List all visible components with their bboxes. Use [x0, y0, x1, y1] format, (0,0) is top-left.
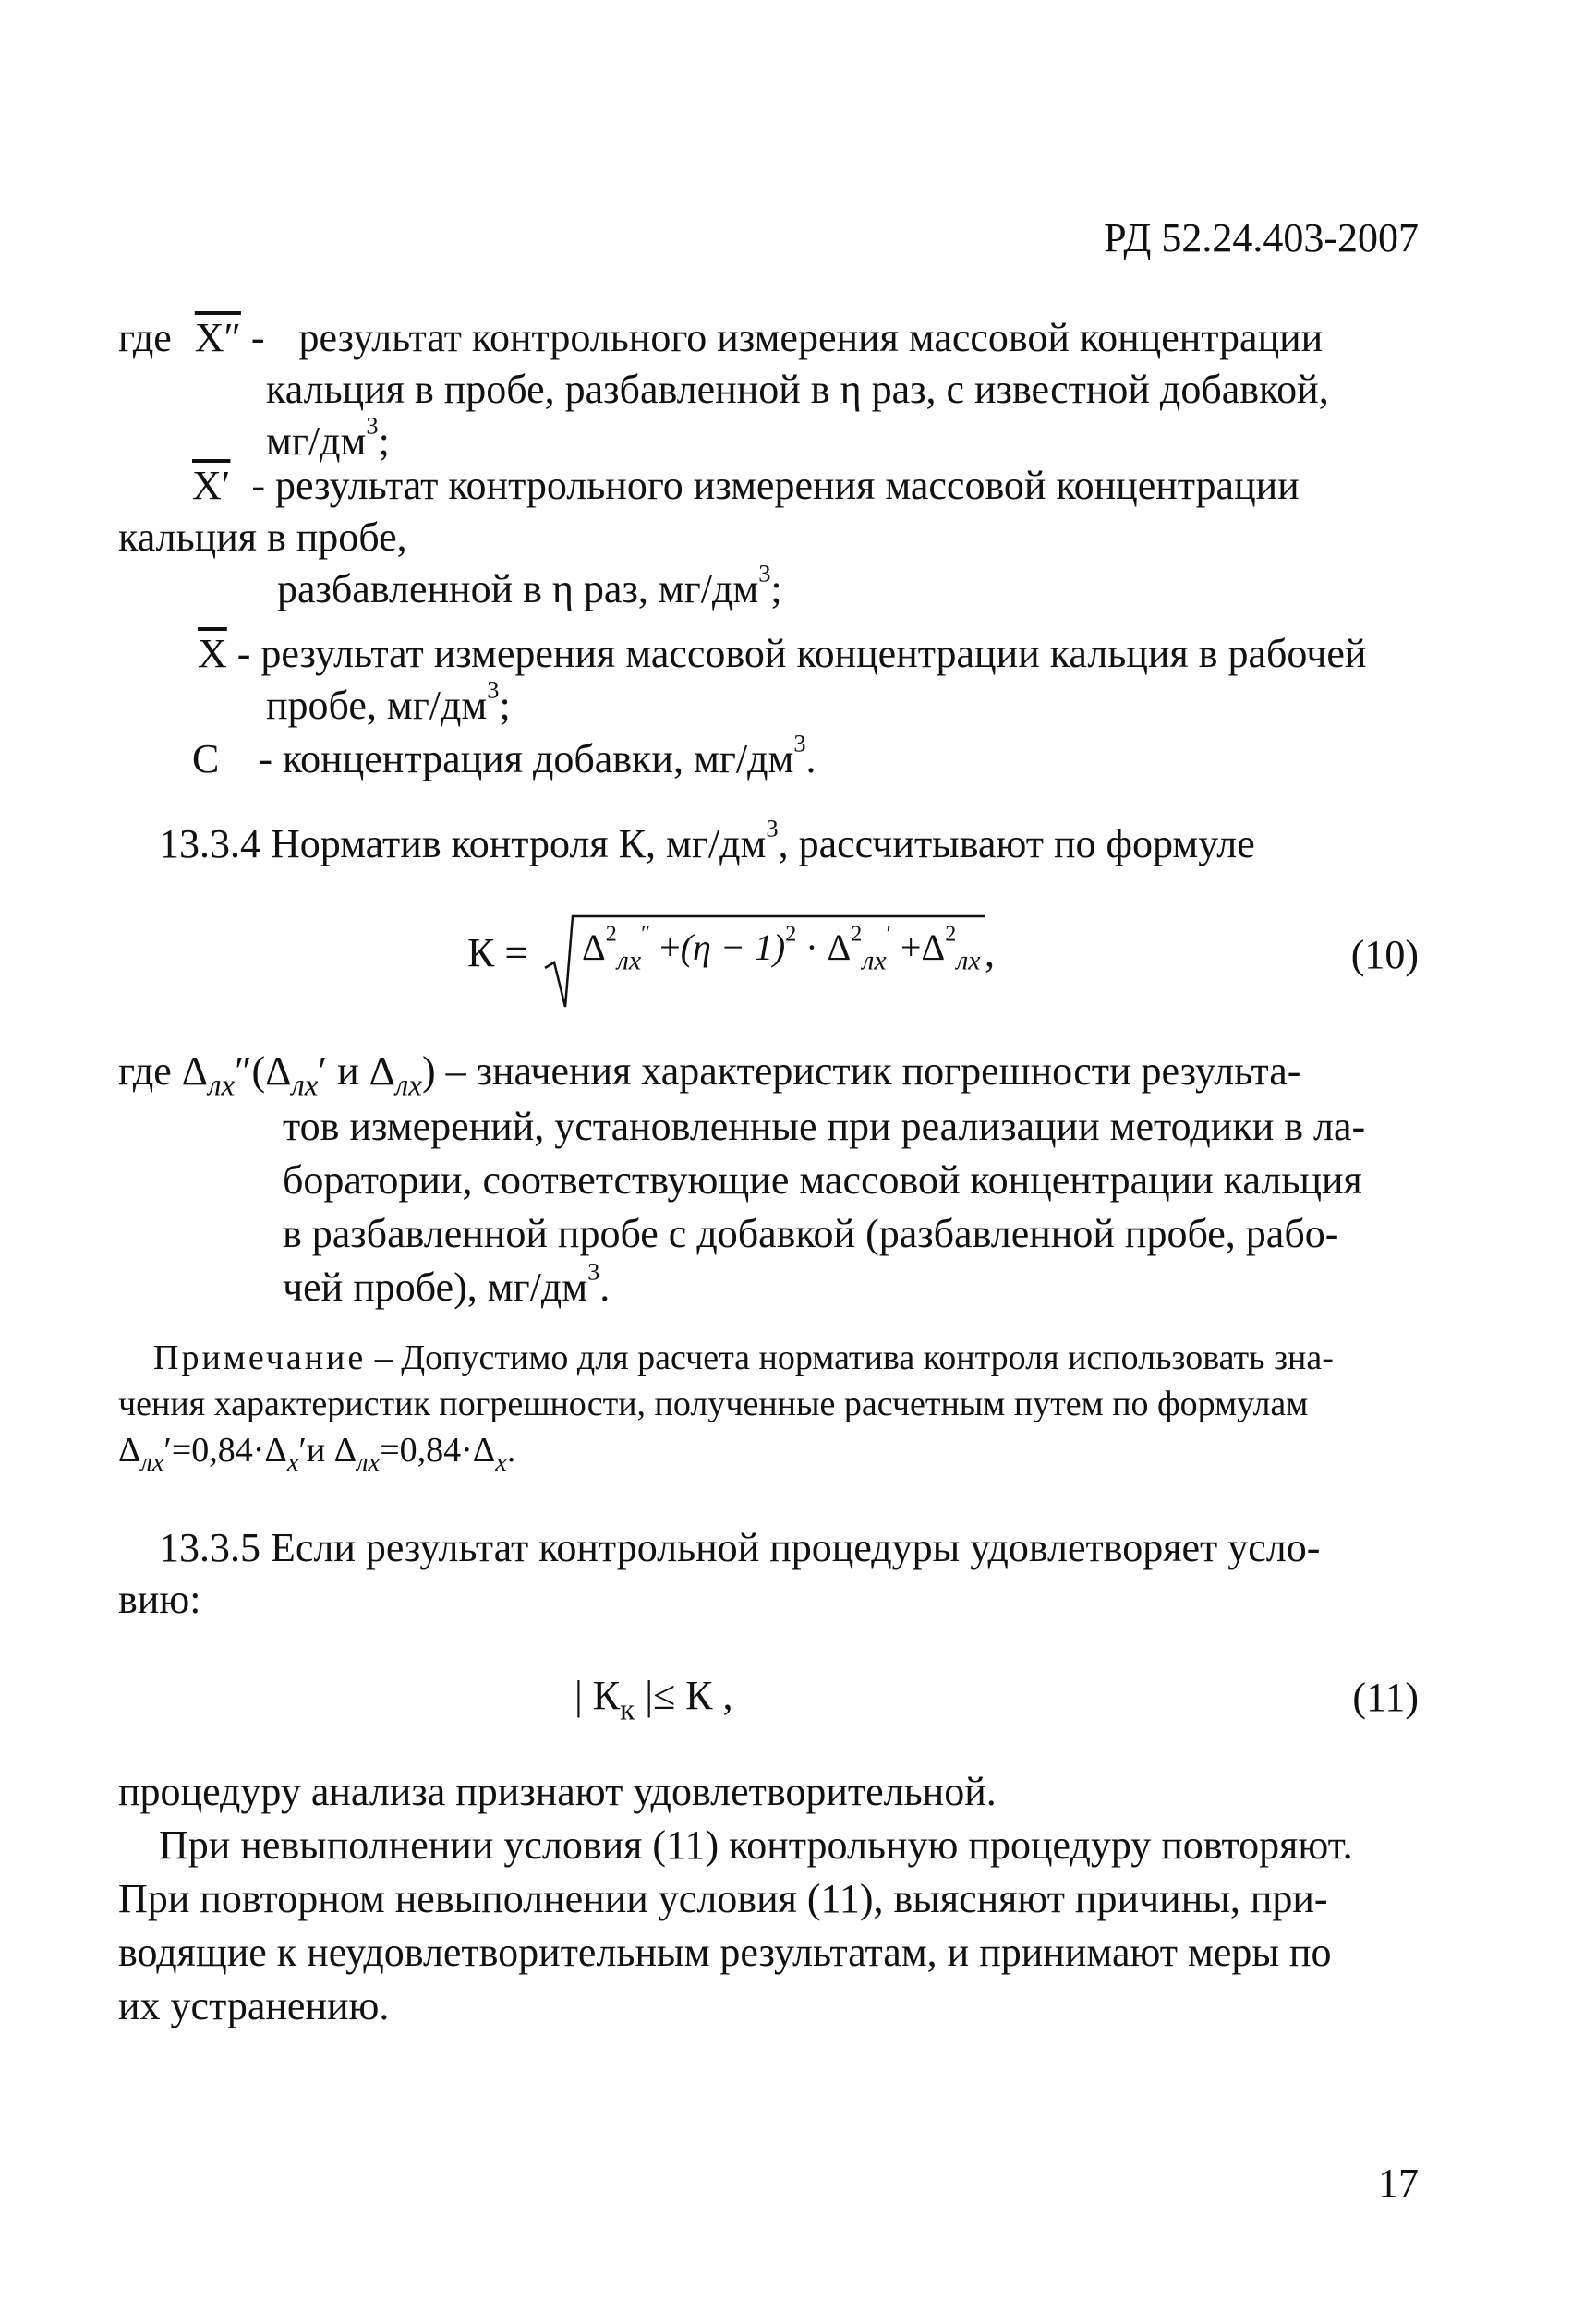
- formula-part: =0,84·Δ: [380, 1431, 496, 1470]
- page-number: 17: [1378, 2161, 1419, 2206]
- delta-symbol: Δ: [827, 926, 852, 968]
- and-word: и Δ: [306, 1431, 357, 1470]
- symbol-x-double-prime: X″: [194, 315, 241, 360]
- section-text: 13.3.4 Норматив контроля К, мг/дм: [159, 821, 767, 866]
- section-13-3-5-line2: вию:: [118, 1577, 201, 1622]
- formula-part: =0,84·Δ: [171, 1431, 287, 1470]
- subscript-lx: лх: [862, 945, 887, 976]
- superscript: 3: [766, 814, 779, 842]
- where-word: где: [118, 1048, 172, 1094]
- definition-x-double-prime: [118, 314, 1323, 363]
- dash: -: [250, 315, 265, 360]
- definition-line: [266, 411, 390, 466]
- section-text-tail: , рассчитывают по формуле: [778, 821, 1255, 866]
- definition-line: кальция в пробе, разбавленной в η раз, с известной добавкой,: [266, 367, 1329, 412]
- unit-text: разбавленной в η раз, мг/дм: [277, 566, 759, 611]
- paren-open: (Δ: [251, 1048, 292, 1094]
- formula-comma: ,: [985, 930, 995, 975]
- note-line3: [118, 1430, 516, 1477]
- punctuation: .: [805, 736, 816, 781]
- definition-x-prime: [192, 462, 1300, 511]
- definition-line: [277, 559, 782, 614]
- note-label: Примечание: [153, 1338, 367, 1377]
- subscript-x: х: [495, 1447, 507, 1477]
- conclusion-line1: процедуру анализа признают удовлетворительной.: [118, 1769, 997, 1814]
- formula-11: [574, 1672, 733, 1727]
- plus-sign: +: [900, 926, 922, 968]
- subscript-x: х: [286, 1447, 299, 1477]
- definition-line: кальция в пробе,: [118, 514, 407, 560]
- exponent: 2: [945, 922, 957, 947]
- conclusion-p2-line1: При невыполнении условия (11) контрольную процедуру повторяют.: [159, 1822, 1353, 1868]
- section-13-3-5-line1: 13.3.5 Если результат контрольной процедуры удовлетворяет усло-: [159, 1525, 1321, 1570]
- prime-mark: ″: [641, 922, 651, 947]
- where-word: где: [118, 315, 172, 360]
- where-text: чей пробе), мг/дм: [283, 1265, 588, 1310]
- superscript: 3: [487, 675, 500, 704]
- definition-text: - результат контрольного измерения массовой концентрации: [251, 463, 1300, 508]
- formula-10-lhs: К =: [467, 930, 528, 975]
- subscript-lx: лх: [394, 1069, 422, 1103]
- definition-text: результат контрольного измерения массовой концентрации: [298, 315, 1324, 360]
- subscript-lx: лх: [616, 945, 642, 976]
- formula-part: |≤ К ,: [635, 1673, 733, 1718]
- conclusion-p2-line3: водящие к неудовлетворительным результатам, и принимают меры по: [118, 1930, 1332, 1975]
- where-10-line1: [118, 1047, 1301, 1103]
- dot-operator: ·: [805, 926, 818, 968]
- exponent: 2: [605, 922, 617, 947]
- superscript: 3: [587, 1257, 600, 1286]
- where-text: – значения характеристик погрешности результа-: [445, 1048, 1301, 1094]
- note-text: – Допустимо для расчета норматива контроля использовать зна-: [366, 1338, 1334, 1377]
- document-code: РД 52.24.403-2007: [1104, 215, 1419, 260]
- symbol-x-prime: X′: [192, 463, 231, 508]
- definition-text: - концентрация добавки, мг/дм: [259, 736, 794, 781]
- exponent: 2: [785, 922, 797, 947]
- plus-sign: +: [659, 926, 681, 968]
- and-word: и Δ: [327, 1048, 395, 1094]
- punctuation: ;: [499, 683, 511, 728]
- punctuation: .: [506, 1431, 516, 1470]
- subscript-lx: лх: [357, 1447, 381, 1477]
- definition-text: - результат измерения массовой концентрации кальция в рабочей: [236, 631, 1367, 676]
- formula-11-number: (11): [1352, 1675, 1419, 1720]
- prime-mark: ′: [163, 1431, 172, 1470]
- definition-c: [192, 729, 816, 784]
- prime-mark: ″: [235, 1048, 252, 1094]
- subscript-k: к: [620, 1693, 635, 1727]
- where-10-line5: [283, 1257, 611, 1313]
- punctuation: ;: [378, 418, 390, 464]
- paren-close: ): [421, 1048, 436, 1094]
- delta-symbol: Δ: [181, 1048, 209, 1094]
- conclusion-p2-line4: их устранению.: [118, 1983, 390, 2028]
- subscript-lx: лх: [140, 1447, 164, 1477]
- subscript-lx: лх: [956, 945, 981, 976]
- superscript: 3: [758, 559, 771, 587]
- exponent: 2: [851, 922, 863, 947]
- prime-mark: ′: [886, 922, 891, 947]
- symbol-c: С: [192, 736, 220, 781]
- formula-part: | К: [574, 1673, 621, 1718]
- note-line2: чения характеристик погрешности, полученные расчетным путем по формулам: [118, 1385, 1309, 1423]
- prime-mark: ′: [318, 1048, 328, 1094]
- delta-symbol: Δ: [582, 926, 606, 968]
- symbol-x: $\overline{X}$: [198, 631, 227, 676]
- prime-mark: ′: [298, 1431, 307, 1470]
- conclusion-p2-line2: При повторном невыполнении условия (11), выясняют причины, при-: [118, 1876, 1328, 1921]
- unit-text: пробе, мг/дм: [266, 683, 488, 728]
- subscript-lx: лх: [208, 1069, 236, 1103]
- note-line1: [153, 1338, 1334, 1380]
- subscript-lx: лх: [291, 1069, 319, 1103]
- definition-x: [198, 630, 1366, 679]
- eta-term: (η − 1): [680, 926, 786, 968]
- formula-10-number: (10): [1350, 932, 1419, 977]
- where-10-line4: в разбавленной пробе с добавкой (разбавленной пробе, рабо-: [283, 1211, 1339, 1256]
- where-10-line2: тов измерений, установленные при реализации методики в ла-: [283, 1104, 1366, 1149]
- unit-text: мг/дм: [266, 418, 367, 464]
- formula-10-radicand: [582, 922, 981, 976]
- delta-symbol: Δ: [921, 926, 946, 968]
- punctuation: ;: [770, 566, 782, 611]
- superscript: 3: [366, 411, 379, 440]
- punctuation: .: [599, 1265, 611, 1310]
- section-13-3-4: [159, 814, 1255, 869]
- where-10-line3: боратории, соответствующие массовой концентрации кальция: [283, 1157, 1362, 1203]
- definition-line: [266, 675, 511, 731]
- superscript: 3: [793, 729, 806, 757]
- delta-symbol: Δ: [118, 1431, 141, 1470]
